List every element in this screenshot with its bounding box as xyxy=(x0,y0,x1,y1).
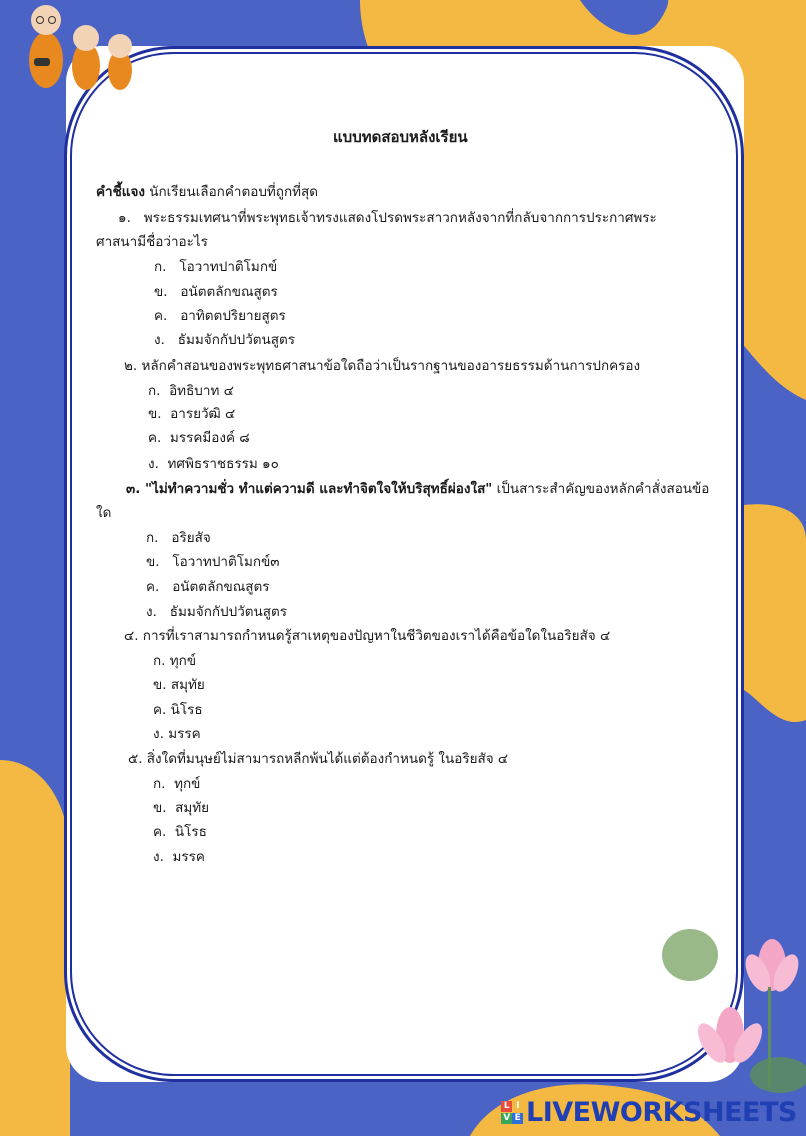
yellow-blob-right xyxy=(744,504,806,722)
q1-option-a[interactable]: ก. โอวาทปาติโมกข์ xyxy=(154,259,278,275)
instructions-label: คำชี้แจง xyxy=(96,184,145,200)
q3-option-a[interactable]: ก. อริยสัจ xyxy=(146,530,211,546)
question-1-number: ๑. xyxy=(118,210,131,226)
q4-option-a[interactable]: ก. ทุกข์ xyxy=(153,653,197,669)
q2-option-a[interactable]: ก. อิทธิบาท ๔ xyxy=(148,383,234,399)
instructions xyxy=(96,183,318,201)
q4-option-d[interactable]: ง. มรรค xyxy=(153,726,201,742)
q2-option-d[interactable]: ง. ทศพิธราชธรรม ๑๐ xyxy=(148,456,279,472)
q1-option-c[interactable]: ค. อาทิตตปริยายสูตร xyxy=(154,308,286,324)
lotus-flower-2 xyxy=(692,1007,767,1067)
q2-option-b[interactable]: ข. อารยวัฒิ ๔ xyxy=(148,406,236,422)
instructions-text: นักเรียนเลือกคำตอบที่ถูกที่สุด xyxy=(149,184,319,200)
question-4-text: ๔. การที่เราสามารถกำหนดรู้สาเหตุของปัญหาในชีวิตของเราได้คือข้อใดในอริยสัจ ๔ xyxy=(124,628,611,644)
q5-option-b[interactable]: ข. สมุทัย xyxy=(153,800,210,816)
q5-option-a[interactable]: ก. ทุกข์ xyxy=(153,776,201,792)
question-1-text: พระธรรมเทศนาที่พระพุทธเจ้าทรงแสดงโปรดพระสาวกหลังจากที่กลับจากการประกาศพระ xyxy=(143,210,657,226)
monk-1 xyxy=(29,5,63,88)
lotus-illustration xyxy=(660,925,806,1095)
question-2-text: ๒. หลักคำสอนของพระพุทธศาสนาข้อใดถือว่าเป็นรากฐานของอารยธรรมด้านการปกครอง xyxy=(124,358,641,374)
question-5-text: ๕. สิ่งใดที่มนุษย์ไม่สามารถหลีกพ้นได้แต่ต้องกำหนดรู้ ในอริยสัจ ๔ xyxy=(128,751,509,767)
question-3-text: เป็นสาระสำคัญของหลักคำสั่งสอนข้อ xyxy=(496,481,710,497)
monk-2 xyxy=(72,25,100,90)
q5-option-c[interactable]: ค. นิโรธ xyxy=(153,824,207,840)
question-1-line-2: ศาสนามีชื่อว่าอะไร xyxy=(96,234,208,250)
monks-illustration xyxy=(24,0,144,96)
question-3-line-1 xyxy=(126,480,709,498)
yellow-blob-left xyxy=(0,760,70,1136)
question-3-line-2: ใด xyxy=(96,505,112,521)
liveworksheets-wordmark: LIVEWORKSHEETS xyxy=(526,1096,797,1128)
q3-option-b[interactable]: ข. โอวาทปาติโมกข์๓ xyxy=(146,554,280,570)
q3-option-d[interactable]: ง. ธัมมจักกัปปวัตนสูตร xyxy=(146,604,288,620)
lotus-flower-1 xyxy=(740,939,803,995)
q4-option-c[interactable]: ค. นิโรธ xyxy=(153,702,203,718)
question-3-quote: ๓. "ไม่ทำความชั่ว ทำแต่ความดี และทำจิตใจให้บริสุทธิ์ผ่องใส" xyxy=(126,481,493,497)
q4-option-b[interactable]: ข. สมุทัย xyxy=(153,677,205,693)
q1-option-b[interactable]: ข. อนัตตลักขณสูตร xyxy=(154,284,278,300)
liveworksheets-brand[interactable] xyxy=(500,1094,800,1130)
q5-option-d[interactable]: ง. มรรค xyxy=(153,849,205,865)
liveworksheets-logo-icon: L IV E xyxy=(500,1100,524,1124)
monk-3 xyxy=(108,34,132,90)
q2-option-c[interactable]: ค. มรรคมีองค์ ๘ xyxy=(148,430,250,446)
q3-option-c[interactable]: ค. อนัตตลักขณสูตร xyxy=(146,579,270,595)
question-1-line-1 xyxy=(118,209,657,227)
page-title: แบบทดสอบหลังเรียน xyxy=(333,128,468,146)
q1-option-d[interactable]: ง. ธัมมจักกัปปวัตนสูตร xyxy=(154,332,296,348)
